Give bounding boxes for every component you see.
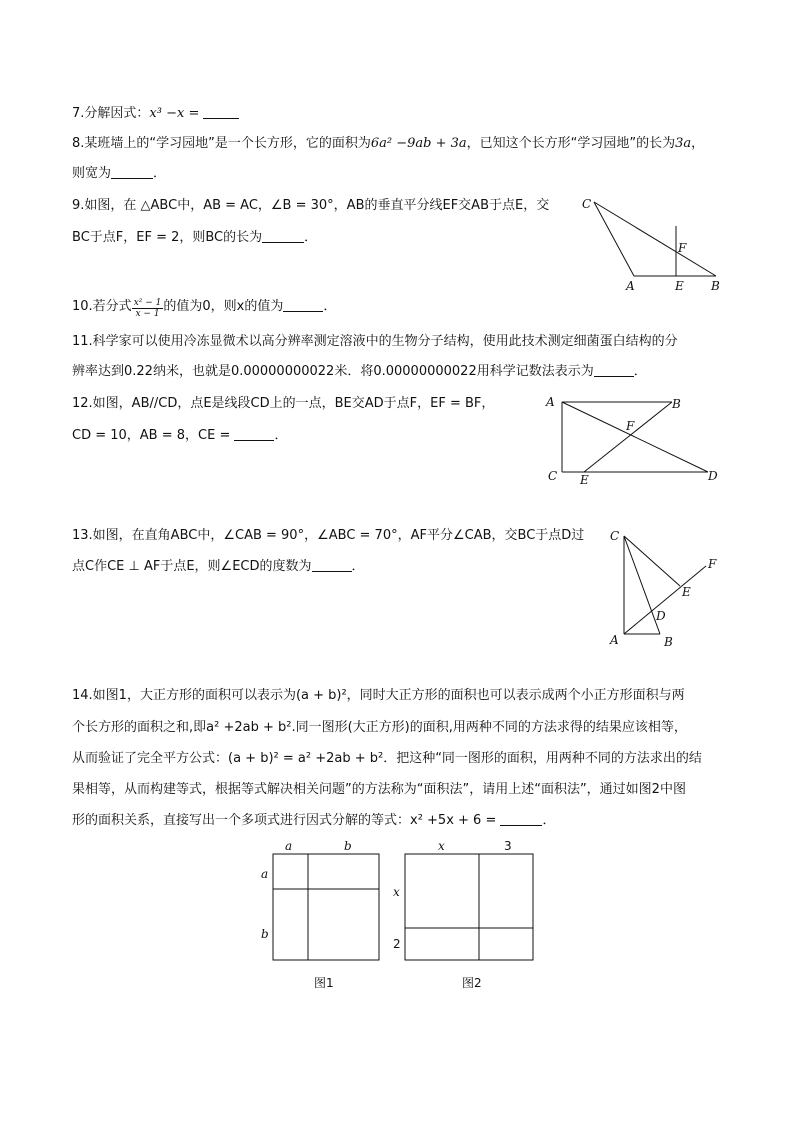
q13-label-F: F: [708, 557, 717, 571]
q9-label-F: F: [678, 241, 687, 255]
q9-label-C: C: [582, 197, 592, 211]
q12-label-C: C: [548, 469, 558, 483]
question-7: 7.分解因式：x³ −x =: [72, 106, 239, 122]
q12-segment-BE: [584, 402, 672, 472]
q12-label-D: D: [708, 469, 718, 483]
q12-label-B: B: [672, 397, 681, 411]
question-12-line-1: 12.如图，AB//CD，点E是线段CD上的一点，BE交AD于点F，EF = BF，: [72, 396, 495, 411]
fig2-label-top-x: x: [438, 839, 445, 853]
q12-segment-AD: [562, 402, 708, 472]
q9-segment-CB: [594, 202, 716, 276]
fig2-label-top-3: 3: [504, 839, 512, 853]
question-14-line-3: 从而验证了完全平方公式：(a + b)² = a² +2ab + b²．把这种“同一图形的面积，用两种不同的方法求出的结: [72, 751, 702, 766]
fig1-label-left-a: a: [261, 867, 269, 881]
question-14-line-2: 个长方形的面积之和,即a² +2ab + b².同一图形(大正方形)的面积,用两种不同的方法求得的结果应该相等，: [72, 720, 687, 735]
question-14-line-4: 果相等，从而构建等式，根据等式解决相关问题”的方法称为“面积法”，请用上述“面积法”，通过如图2中图: [72, 782, 686, 797]
q13-segment-AF: [624, 566, 706, 634]
fig1-caption: 图1: [314, 976, 334, 990]
q10-answer-blank[interactable]: [283, 299, 323, 312]
question-11-line-2: 辨率达到0.22纳米，也就是0.00000000022米．将0.00000000022用科学记数法表示为 ．: [72, 364, 647, 379]
question-9-line-2: BC于点F，EF = 2，则BC的长为 ．: [72, 230, 318, 245]
q13-label-D: D: [656, 609, 666, 623]
q14-figure-2: [390, 836, 540, 996]
q12-label-E: E: [580, 473, 589, 487]
fig1-label-left-b: b: [261, 927, 269, 941]
question-8-line-2: 则宽为 ．: [72, 166, 167, 181]
q14-figure-1: [256, 836, 386, 996]
q12-figure: [540, 390, 730, 490]
fig2-label-left-2: 2: [393, 937, 401, 951]
fig1-label-top-b: b: [344, 839, 352, 853]
q10-fraction: $\frac{\text{x² − 1}}{x - 1}$: [133, 298, 162, 319]
question-14-line-5: 形的面积关系，直接写出一个多项式进行因式分解的等式：x² +5x + 6 = ．: [72, 813, 556, 828]
q9-label-A: A: [626, 279, 635, 293]
question-8-line-1: 8.某班墙上的“学习园地”是一个长方形，它的面积为6a² −9ab + 3a，已知这个长方形“学习园地”的长为3a，: [72, 136, 705, 151]
q9-segment-CA: [594, 202, 634, 276]
q7-answer-blank[interactable]: [203, 106, 239, 119]
q12-label-F: F: [626, 419, 635, 433]
q11-answer-blank[interactable]: [594, 364, 634, 377]
q7-expression: x³ −x =: [149, 106, 204, 121]
q13-label-B: B: [664, 635, 673, 649]
fig2-caption: 图2: [462, 976, 482, 990]
q13-label-E: E: [682, 585, 691, 599]
question-11-line-1: 11.科学家可以使用冷冻显微术以高分辨率测定溶液中的生物分子结构，使用此技术测定细菌蛋白结构的分: [72, 334, 678, 349]
q13-label-C: C: [610, 529, 620, 543]
q8-answer-blank[interactable]: [111, 166, 153, 179]
q14-answer-blank[interactable]: [500, 813, 542, 826]
q13-label-A: A: [610, 633, 619, 647]
question-14-line-1: 14.如图1，大正方形的面积可以表示为(a + b)²，同时大正方形的面积也可以表示成两个小正方形面积与两: [72, 688, 685, 703]
question-10: 10.若分式 $\frac{\text{x² − 1}}{x - 1}$ 的值为0，则x的值为 ．: [72, 298, 337, 319]
q12-answer-blank[interactable]: [234, 428, 274, 441]
q13-answer-blank[interactable]: [312, 559, 352, 572]
q9-triangle-figure: [578, 192, 728, 296]
q13-segment-CE: [624, 536, 680, 586]
q9-label-E: E: [675, 279, 684, 293]
q9-label-B: B: [711, 279, 720, 293]
fig2-outer-rectangle: [405, 854, 533, 960]
fig1-label-top-a: a: [285, 839, 293, 853]
question-9-line-1: 9.如图，在 △ABC中，AB = AC，∠B = 30°，AB的垂直平分线EF交AB于点E，交: [72, 198, 550, 213]
fig1-outer-square: [273, 854, 379, 960]
question-12-line-2: CD = 10，AB = 8，CE = ．: [72, 428, 288, 443]
q13-figure: [600, 524, 730, 650]
question-13-line-1: 13.如图，在直角ABC中，∠CAB = 90°，∠ABC = 70°，AF平分∠CAB，交BC于点D过: [72, 528, 585, 543]
question-13-line-2: 点C作CE ⊥ AF于点E，则∠ECD的度数为 ．: [72, 559, 365, 574]
q12-label-A: A: [546, 395, 555, 409]
fig2-label-left-x: x: [393, 885, 400, 899]
q9-answer-blank[interactable]: [262, 230, 304, 243]
